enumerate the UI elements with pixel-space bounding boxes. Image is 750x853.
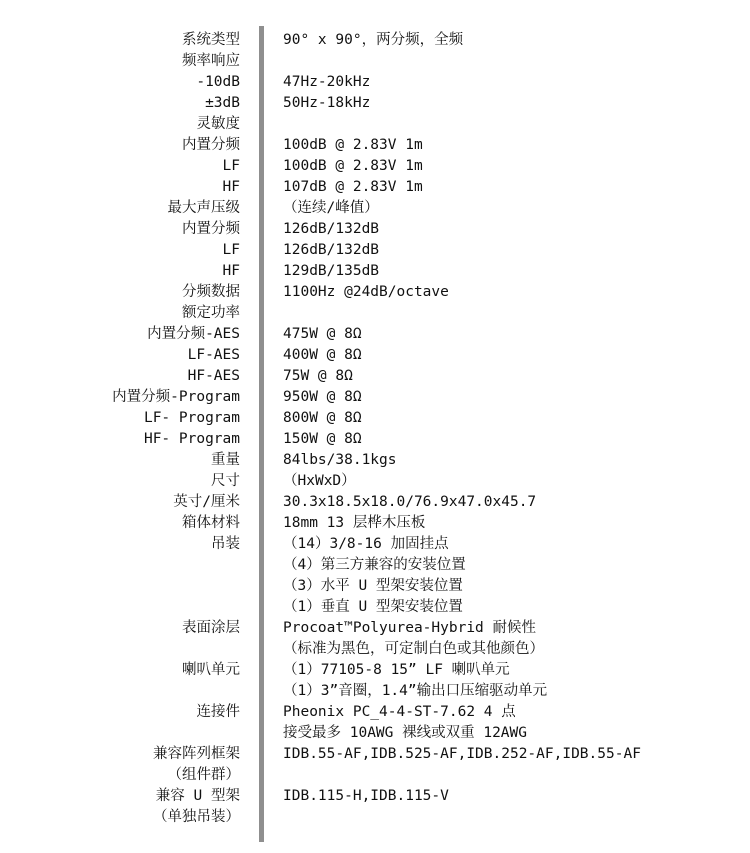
spec-value: 126dB/132dB	[283, 242, 380, 258]
spec-label: 连接件	[196, 704, 240, 720]
spec-row	[0, 177, 750, 198]
spec-value: 75W @ 8Ω	[283, 368, 353, 384]
spec-label	[0, 639, 240, 660]
spec-label: 内置分频	[182, 137, 240, 153]
spec-label: 箱体材料	[182, 515, 240, 531]
spec-value: （1）垂直 U 型架安装位置	[283, 599, 463, 615]
spec-label: 最大声压级	[167, 200, 240, 216]
spec-label	[0, 555, 240, 576]
spec-value: 126dB/132dB	[283, 221, 380, 237]
spec-value: IDB.115-H,IDB.115-V	[283, 788, 449, 804]
spec-row	[0, 219, 750, 240]
spec-label: LF	[222, 158, 240, 174]
spec-row	[0, 618, 750, 639]
spec-value: （1）77105-8 15” LF 喇叭单元	[283, 662, 510, 678]
spec-value: 800W @ 8Ω	[283, 410, 362, 426]
spec-value: 90° x 90°，两分频，全频	[283, 32, 464, 48]
spec-value: Procoat™Polyurea-Hybrid 耐候性	[283, 620, 537, 636]
spec-row	[0, 723, 750, 744]
spec-row	[0, 534, 750, 555]
spec-value: （标准为黑色，可定制白色或其他颜色）	[283, 641, 544, 657]
spec-value: 100dB @ 2.83V 1m	[283, 137, 423, 153]
spec-label: 吊装	[211, 536, 240, 552]
spec-row	[0, 303, 750, 324]
spec-row	[0, 282, 750, 303]
spec-row	[0, 786, 750, 807]
spec-row	[0, 681, 750, 702]
spec-row	[0, 345, 750, 366]
spec-label: HF	[222, 263, 240, 279]
spec-label: 分频数据	[182, 284, 240, 300]
spec-label: HF- Program	[143, 431, 240, 447]
spec-label: 系统类型	[182, 32, 240, 48]
spec-value: 475W @ 8Ω	[283, 326, 362, 342]
spec-value: 18mm 13 层桦木压板	[283, 515, 426, 531]
spec-label	[0, 576, 240, 597]
spec-row	[0, 555, 750, 576]
spec-row	[0, 261, 750, 282]
spec-value: 950W @ 8Ω	[283, 389, 362, 405]
spec-label	[0, 681, 240, 702]
spec-row	[0, 429, 750, 450]
spec-sheet	[0, 30, 750, 828]
spec-label: 喇叭单元	[182, 662, 240, 678]
spec-label: ±3dB	[205, 95, 240, 111]
spec-row	[0, 72, 750, 93]
spec-row	[0, 639, 750, 660]
spec-label: LF- Program	[143, 410, 240, 426]
spec-label: 内置分频	[182, 221, 240, 237]
spec-value: （HxWxD）	[283, 473, 356, 489]
spec-value: Pheonix PC_4-4-ST-7.62 4 点	[283, 704, 516, 720]
spec-label	[0, 723, 240, 744]
spec-label: 兼容阵列框架	[153, 746, 240, 762]
spec-row	[0, 408, 750, 429]
spec-row	[0, 114, 750, 135]
spec-value: 47Hz-20kHz	[283, 74, 371, 90]
spec-row	[0, 702, 750, 723]
spec-row	[0, 492, 750, 513]
spec-value: IDB.55-AF,IDB.525-AF,IDB.252-AF,IDB.55-AF	[283, 746, 641, 762]
spec-row	[0, 198, 750, 219]
spec-value: 400W @ 8Ω	[283, 347, 362, 363]
spec-value: （1）3”音圈，1.4”输出口压缩驱动单元	[283, 683, 548, 699]
spec-row	[0, 513, 750, 534]
spec-row	[0, 30, 750, 51]
spec-label: 内置分频-Program	[112, 389, 240, 405]
spec-row	[0, 660, 750, 681]
spec-row	[0, 156, 750, 177]
spec-label: HF	[222, 179, 240, 195]
spec-row	[0, 240, 750, 261]
spec-row	[0, 744, 750, 765]
spec-value: 100dB @ 2.83V 1m	[283, 158, 423, 174]
spec-value: 30.3x18.5x18.0/76.9x47.0x45.7	[283, 494, 537, 510]
spec-label: 额定功率	[182, 305, 240, 321]
spec-row	[0, 576, 750, 597]
spec-row	[0, 597, 750, 618]
spec-label: -10dB	[196, 74, 240, 90]
spec-label	[0, 597, 240, 618]
spec-row	[0, 807, 750, 828]
spec-row	[0, 765, 750, 786]
spec-row	[0, 51, 750, 72]
spec-value: （连续/峰值）	[283, 200, 379, 216]
spec-row	[0, 471, 750, 492]
spec-row	[0, 324, 750, 345]
spec-label: LF-AES	[187, 347, 240, 363]
spec-row	[0, 450, 750, 471]
spec-label: 表面涂层	[182, 620, 240, 636]
spec-value: 129dB/135dB	[283, 263, 380, 279]
spec-row	[0, 93, 750, 114]
spec-value: （4）第三方兼容的安装位置	[283, 557, 466, 573]
spec-label: 灵敏度	[196, 116, 240, 132]
spec-label: （单独吊装）	[153, 809, 240, 825]
spec-row	[0, 135, 750, 156]
spec-value: 84lbs/38.1kgs	[283, 452, 397, 468]
spec-label: LF	[222, 242, 240, 258]
spec-label: HF-AES	[187, 368, 240, 384]
spec-label: （组件群）	[167, 767, 240, 783]
spec-value: 107dB @ 2.83V 1m	[283, 179, 423, 195]
spec-label: 兼容 U 型架	[155, 788, 240, 804]
spec-label: 英寸/厘米	[173, 494, 240, 510]
spec-value: 1100Hz @24dB/octave	[283, 284, 449, 300]
spec-value: （3）水平 U 型架安装位置	[283, 578, 463, 594]
spec-label: 重量	[211, 452, 240, 468]
spec-value: 50Hz-18kHz	[283, 95, 371, 111]
spec-label: 内置分频-AES	[147, 326, 240, 342]
spec-value: 接受最多 10AWG 裸线或双重 12AWG	[283, 725, 527, 741]
spec-label: 尺寸	[211, 473, 240, 489]
spec-value: （14）3/8-16 加固挂点	[283, 536, 449, 552]
spec-label: 频率响应	[182, 53, 240, 69]
spec-value: 150W @ 8Ω	[283, 431, 362, 447]
spec-row	[0, 366, 750, 387]
spec-row	[0, 387, 750, 408]
